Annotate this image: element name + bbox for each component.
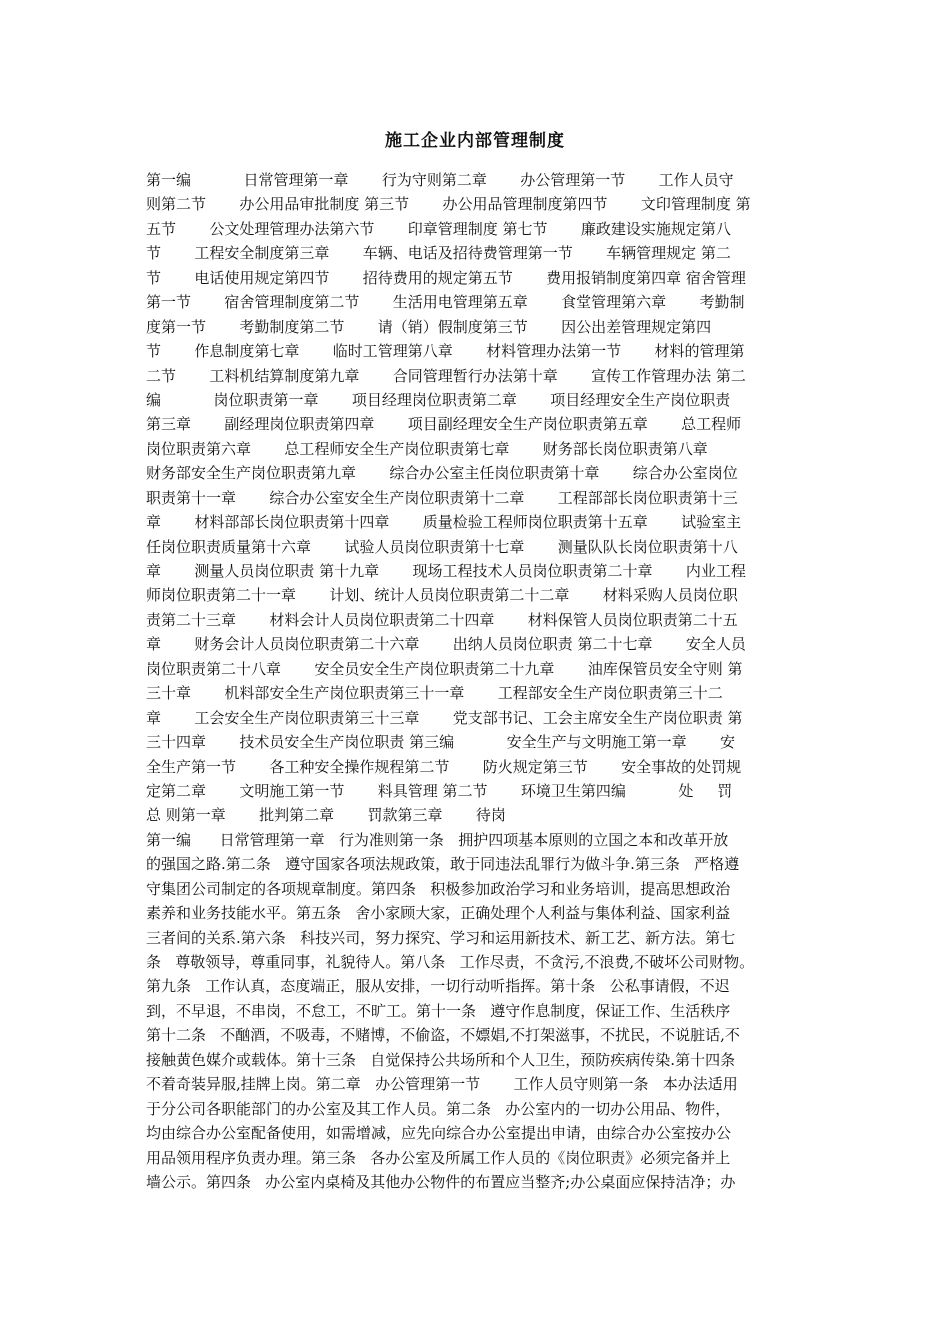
body-line: 墙公示。第四条 办公室内桌椅及其他办公物件的布置应当整齐;办公桌面应保持洁净；办 [146,1172,736,1191]
body-line: 素养和业务技能水平。第五条 舍小家顾大家，正确处理个人利益与集体利益、国家利益 [146,904,731,923]
body-line: 第一编 日常管理第一章 行为准则第一条 拥护四项基本原则的立国之本和改革开放 [146,830,729,849]
body-line: 节 电话使用规定第四节 招待费用的规定第五节 费用报销制度第四章 宿舍管理 [146,268,746,287]
body-line: 章 测量人员岗位职责 第十九章 现场工程技术人员岗位职责第二十章 内业工程 [146,562,746,580]
body-line: 于分公司各职能部门的办公室及其工作人员。第二条 办公室内的一切办公用品、物件， [146,1099,731,1118]
body-line: 职责第十一章 综合办公室安全生产岗位职责第十二章 工程部部长岗位职责第十三 [146,488,738,507]
body-line: 度第一节 考勤制度第二节 请（销）假制度第三节 因公出差管理规定第四 [146,317,712,336]
body-line: 五节 公文处理管理办法第六节 印章管理制度 第七节 廉政建设实施规定第八 [146,219,731,238]
body-line: 用品领用程序负责办理。第三条 各办公室及所属工作人员的《岗位职责》必须完备并上 [146,1148,731,1167]
body-line: 三十章 机料部安全生产岗位职责第三十一章 工程部安全生产岗位职责第三十二 [146,684,723,703]
body-line: 第十二条 不酗酒，不吸毒，不赌博，不偷盗，不嫖娼,不打架滋事，不扰民，不说脏话,不 [146,1026,740,1045]
body-line: 的强国之路.第二条 遵守国家各项法规政策，敢于同违法乱罪行为做斗争.第三条 严格遵 [146,855,740,874]
body-line: 全生产第一节 各工种安全操作规程第二节 防火规定第三节 安全事故的处罚规 [146,757,742,776]
body-line: 定第二章 文明施工第一节 料具管理 第二节 环境卫生第四编 处 罚 [146,781,733,800]
body-line: 章 材料部部长岗位职责第十四章 质量检验工程师岗位职责第十五章 试验室主 [146,513,742,532]
body-line: 三者间的关系.第六条 科技兴司，努力探究、学习和运用新技术、新工艺、新方法。第七 [146,928,736,947]
body-line: 总 则第一章 批判第二章 罚款第三章 待岗 [146,806,506,825]
body-line: 任岗位职责质量第十六章 试验人员岗位职责第十七章 测量队队长岗位职责第十八 [146,537,738,556]
body-line: 节 作息制度第七章 临时工管理第八章 材料管理办法第一节 材料的管理第 [146,342,745,361]
document-title: 施工企业内部管理制度 [385,131,565,151]
document-body [146,168,808,1194]
body-line: 守集团公司制定的各项规章制度。第四条 积极参加政治学习和业务培训，提高思想政治 [146,879,731,898]
body-line: 第一节 宿舍管理制度第二节 生活用电管理第五章 食堂管理第六章 考勤制 [146,293,745,312]
body-line: 二节 工料机结算制度第九章 合同管理暂行办法第十章 宣传工作管理办法 第二 [146,366,746,385]
body-line: 节 工程安全制度第三章 车辆、电话及招待费管理第一节 车辆管理规定 第二 [146,244,731,263]
body-line: 章 工会安全生产岗位职责第三十三章 党支部书记、工会主席安全生产岗位职责 第 [146,708,743,727]
body-line: 编 岗位职责第一章 项目经理岗位职责第二章 项目经理安全生产岗位职责 [146,390,731,409]
body-line: 不着奇装异服,挂牌上岗。第二章 办公管理第一节 工作人员守则第一条 本办法适用 [146,1075,738,1094]
body-line: 责第二十三章 材料会计人员岗位职责第二十四章 材料保管人员岗位职责第二十五 [146,610,738,629]
body-line: 第三章 副经理岗位职责第四章 项目副经理安全生产岗位职责第五章 总工程师 [146,415,742,434]
body-line: 财务部安全生产岗位职责第九章 综合办公室主任岗位职责第十章 综合办公室岗位 [146,464,738,483]
body-line: 师岗位职责第二十一章 计划、统计人员岗位职责第二十二章 材料采购人员岗位职 [146,586,738,605]
body-line: 岗位职责第二十八章 安全员安全生产岗位职责第二十九章 油库保管员安全守则 第 [146,659,743,678]
body-line: 岗位职责第六章 总工程师安全生产岗位职责第七章 财务部长岗位职责第八章 [146,439,708,458]
body-line: 到，不早退，不串岗，不怠工，不旷工。第十一条 遵守作息制度，保证工作、生活秩序 [146,1001,731,1020]
body-line: 三十四章 技术员安全生产岗位职责 第三编 安全生产与文明施工第一章 安 [146,733,735,752]
body-line: 条 尊敬领导，尊重同事，礼貌待人。第八条 工作尽责，不贪污,不浪费,不破坏公司财物。 [146,953,755,971]
body-line: 第一编 日常管理第一章 行为守则第二章 办公管理第一节 工作人员守 [146,171,734,189]
body-line: 均由综合办公室配备使用，如需增减，应先向综合办公室提出申请，由综合办公室按办公 [146,1124,732,1143]
body-line: 接触黄色媒介或载体。第十三条 自觉保持公共场所和个人卫生，预防疾病传染.第十四条 [146,1050,736,1069]
body-line: 章 财务会计人员岗位职责第二十六章 出纳人员岗位职责 第二十七章 安全人员 [146,635,746,654]
body-line: 第九条 工作认真，态度端正，服从安排，一切行动听指挥。第十条 公私事请假，不迟 [146,977,730,996]
body-line: 则第二节 办公用品审批制度 第三节 办公用品管理制度第四节 文印管理制度 第 [146,195,751,214]
